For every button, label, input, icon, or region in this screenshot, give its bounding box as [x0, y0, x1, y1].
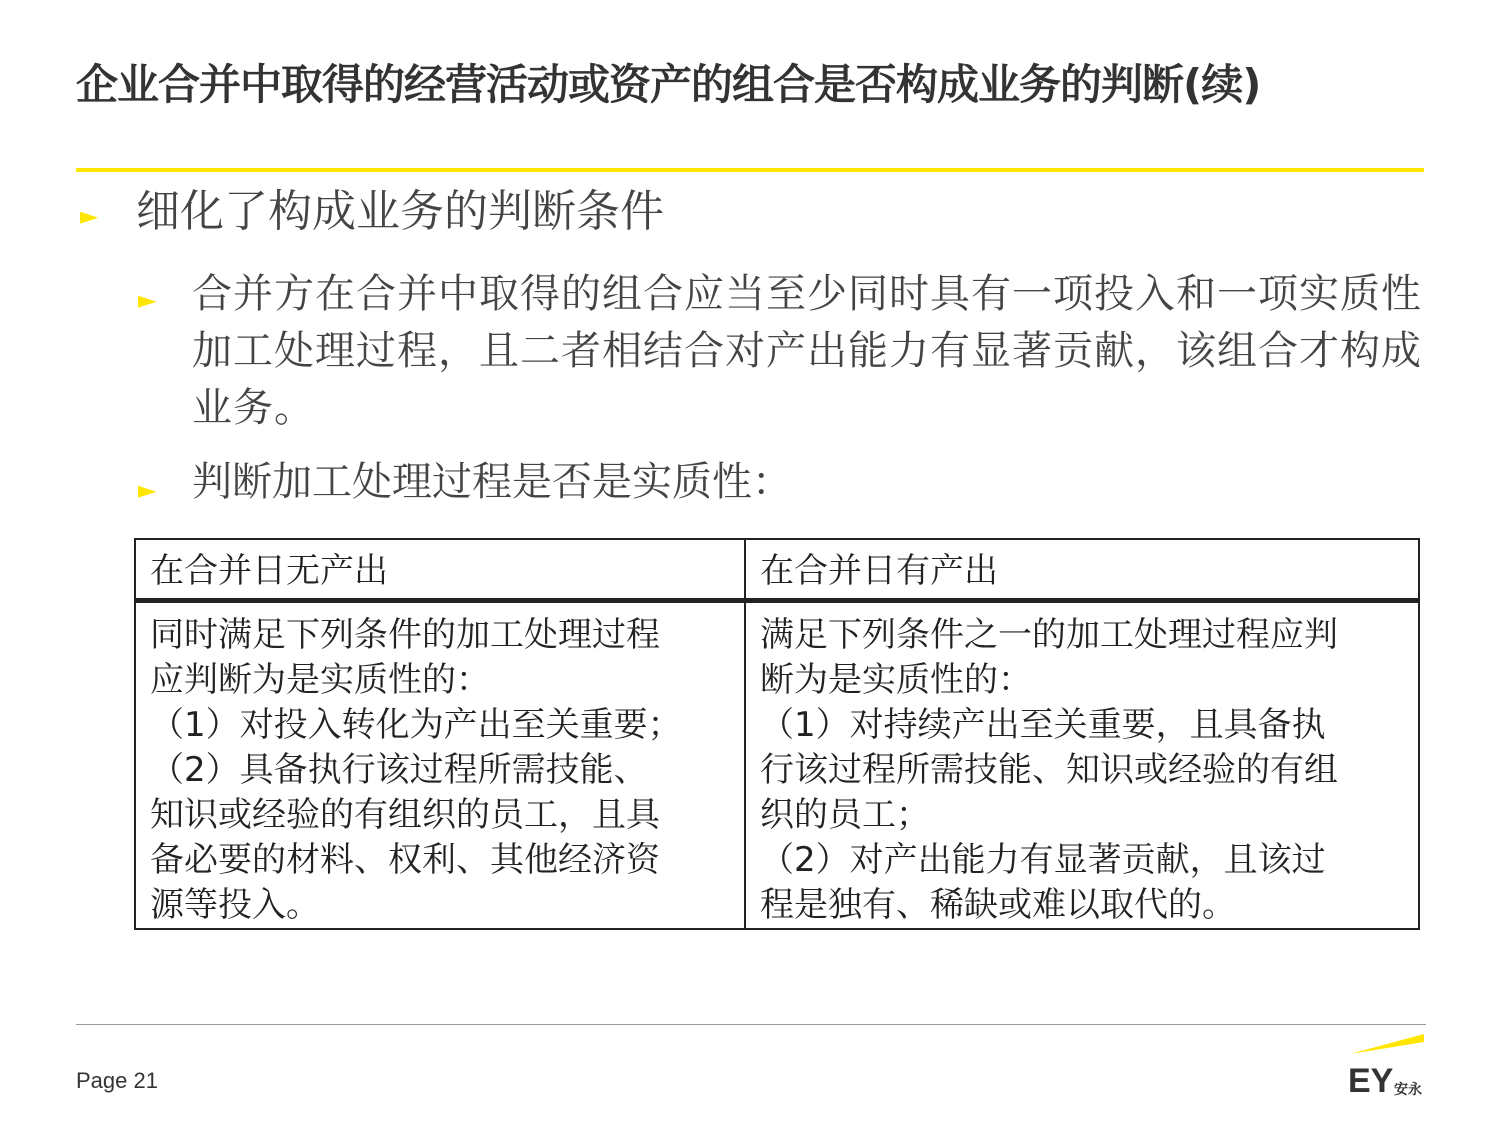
bullet-level2-a	[138, 266, 1428, 437]
logo-cn-text: 安永	[1394, 1082, 1422, 1098]
cell-line: 同时满足下列条件的加工处理过程	[150, 615, 660, 655]
bullet-arrow-icon: ►	[80, 202, 99, 230]
cell-line: 行该过程所需技能、知识或经验的有组	[760, 750, 1338, 790]
table-header-row	[136, 540, 1418, 603]
table-cell-with-output	[746, 603, 1418, 928]
cell-line: 备必要的材料、权利、其他经济资	[150, 840, 660, 880]
cell-line: 应判断为是实质性的：	[150, 660, 490, 700]
bullet-arrow-icon: ►	[138, 286, 157, 314]
cell-line: 源等投入。	[150, 885, 320, 925]
cell-line: 知识或经验的有组织的员工，且具	[150, 795, 660, 835]
cell-line: 程是独有、稀缺或难以取代的。	[760, 885, 1236, 925]
cell-line: 断为是实质性的：	[760, 660, 1032, 700]
title-divider	[76, 168, 1424, 172]
slide-title: 企业合并中取得的经营活动或资产的组合是否构成业务的判断(续)	[76, 60, 1261, 109]
cell-line: （1）对持续产出至关重要，且具备执	[760, 705, 1326, 745]
table-header-no-output: 在合并日无产出	[136, 540, 746, 598]
bullet-level1	[80, 186, 664, 238]
cell-line: 织的员工；	[760, 795, 930, 835]
footer-divider	[76, 1024, 1426, 1025]
page-number: Page 21	[76, 1068, 158, 1093]
cell-line: （2）具备执行该过程所需技能、	[150, 750, 648, 790]
bullet-text: 细化了构成业务的判断条件	[136, 186, 664, 237]
comparison-table	[134, 538, 1420, 930]
bullet-text: 判断加工处理过程是否是实质性：	[192, 459, 792, 505]
bullet-level2-b	[138, 456, 792, 508]
table-header-with-output: 在合并日有产出	[760, 551, 998, 591]
bullet-arrow-icon: ►	[138, 476, 157, 504]
table-cell-no-output	[136, 603, 746, 928]
logo-text: EY	[1348, 1062, 1394, 1100]
bullet-text: 合并方在合并中取得的组合应当至少同时具有一项投入和一项实质性加工处理过程，且二者相结合对产出能力有显著贡献，该组合才构成业务。	[192, 271, 1422, 431]
cell-line: （2）对产出能力有显著贡献，且该过	[760, 840, 1326, 880]
cell-line: 满足下列条件之一的加工处理过程应判	[760, 615, 1338, 655]
cell-line: （1）对投入转化为产出至关重要；	[150, 705, 682, 745]
ey-logo	[1344, 1032, 1428, 1100]
table-body-row	[136, 603, 1418, 928]
